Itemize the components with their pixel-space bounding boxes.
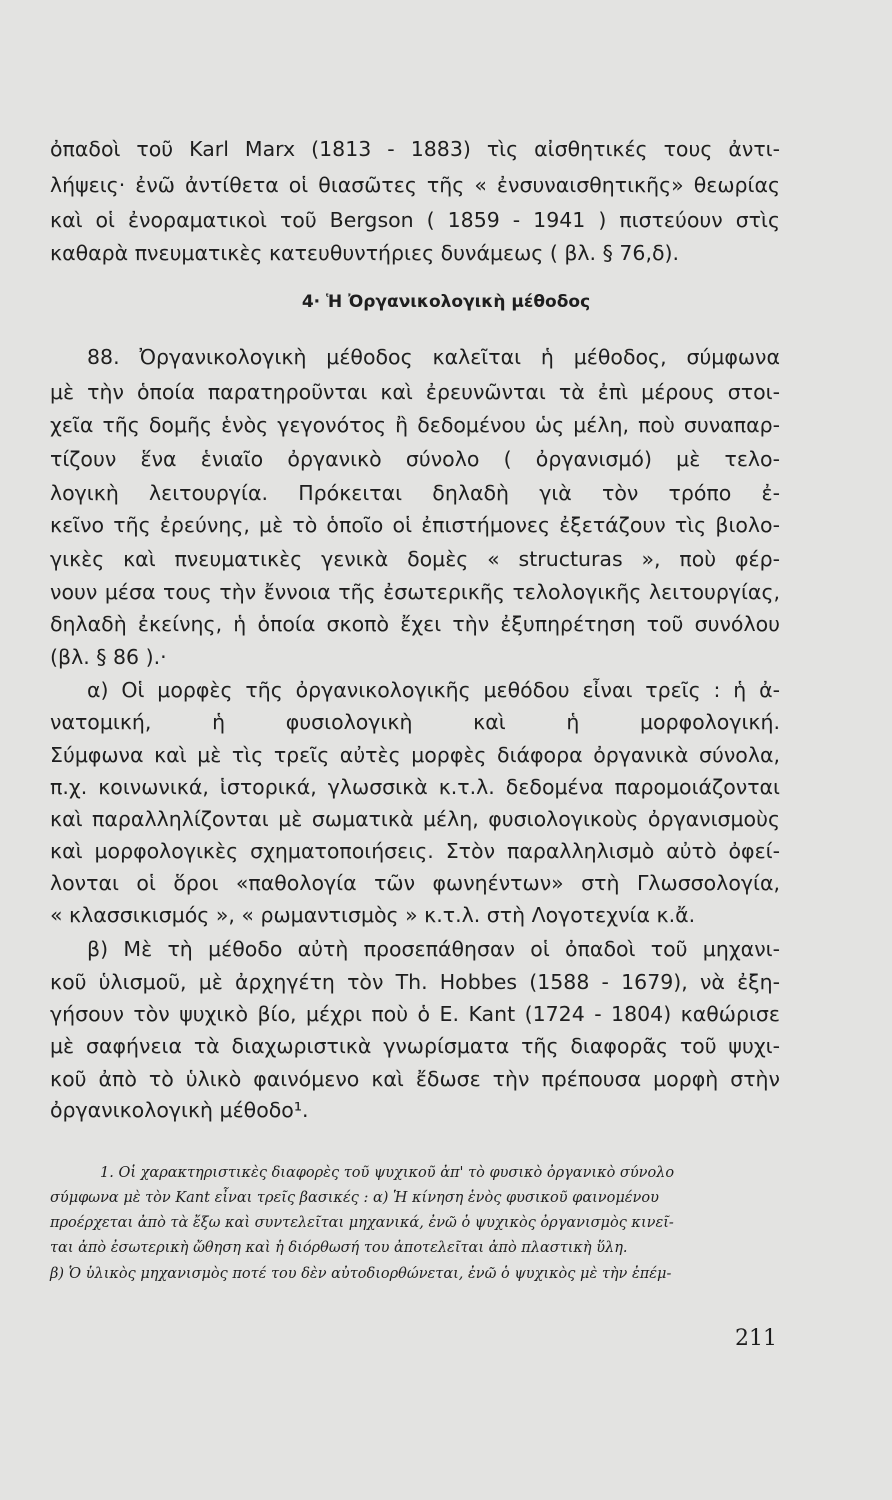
section-heading: 4· Ἡ Ὀργανικολογικὴ μέθοδος (301, 292, 591, 312)
text-line: γήσουν τὸν ψυχικὸ βίο, μέχρι ποὺ ὁ E. Kant (1724 - 1804) καθώρισε (50, 1002, 780, 1026)
text-line: νατομική, ἡ φυσιολογικὴ καὶ ἡ μορφολογική. (50, 710, 780, 734)
text-line: 88. Ὀργανικολογικὴ μέθοδος καλεῖται ἡ μέθοδος, σύμφωνα (87, 345, 780, 369)
footnote-line: σύμφωνα μὲ τὸν Kant εἶναι τρεῖς βασικές : α) Ἡ κίνηση ἑνὸς φυσικοῦ φαινομένου (50, 1190, 659, 1206)
text-line: τίζουν ἕνα ἑνιαῖο ὀργανικὸ σύνολο ( ὀργανισμό) μὲ τελο- (50, 447, 780, 471)
text-line: ὀπαδοὶ τοῦ Karl Marx (1813 - 1883) τὶς αἰσθητικές τους ἀντι- (50, 137, 780, 161)
text-line: κεῖνο τῆς ἐρεύνης, μὲ τὸ ὁποῖο οἱ ἐπιστήμονες ἐξετάζουν τὶς βιολο- (50, 513, 780, 537)
text-line: λήψεις· ἐνῶ ἀντίθετα οἱ θιασῶτες τῆς « ἐνσυναισθητικῆς» θεωρίας (50, 173, 780, 197)
text-line: Σύμφωνα καὶ μὲ τὶς τρεῖς αὐτὲς μορφὲς διάφορα ὀργανικὰ σύνολα, (50, 743, 780, 767)
text-line: μὲ σαφήνεια τὰ διαχωριστικὰ γνωρίσματα τῆς διαφορᾶς τοῦ ψυχι- (50, 1034, 780, 1058)
text-line: νουν μέσα τους τὴν ἔννοια τῆς ἐσωτερικῆς τελολογικῆς λειτουργίας, (50, 580, 780, 604)
page-number: 211 (735, 1326, 777, 1351)
text-line: καθαρὰ πνευματικὲς κατευθυντήριες δυνάμεως ( βλ. § 76,δ). (50, 241, 680, 265)
text-line: ὀργανικολογικὴ μέθοδο¹. (50, 1098, 309, 1122)
text-line: καὶ παραλληλίζονται μὲ σωματικὰ μέλη, φυσιολογικοὺς ὀργανισμοὺς (50, 807, 780, 831)
text-line: δηλαδὴ ἐκείνης, ἡ ὁποία σκοπὸ ἔχει τὴν ἐξυπηρέτηση τοῦ συνόλου (50, 612, 780, 636)
text-line: (βλ. § 86 ).· (50, 645, 167, 669)
text-line: κοῦ ὑλισμοῦ, μὲ ἀρχηγέτη τὸν Th. Hobbes (1588 - 1679), νὰ ἐξη- (50, 970, 780, 994)
footnote-line: β) Ὁ ὑλικὸς μηχανισμὸς ποτέ του δὲν αὐτοδιορθώνεται, ἐνῶ ὁ ψυχικὸς μὲ τὴν ἐπέμ- (50, 1266, 672, 1282)
text-line: λονται οἱ ὅροι «παθολογία τῶν φωνηέντων» στὴ Γλωσσολογία, (50, 871, 780, 895)
text-line: κοῦ ἀπὸ τὸ ὑλικὸ φαινόμενο καὶ ἔδωσε τὴν πρέπουσα μορφὴ στὴν (50, 1067, 780, 1091)
text-line: π.χ. κοινωνικά, ἱστορικά, γλωσσικὰ κ.τ.λ. δεδομένα παρομοιάζονται (50, 775, 780, 799)
text-line: γικὲς καὶ πνευματικὲς γενικὰ δομὲς « structuras », ποὺ φέρ- (50, 547, 780, 571)
footnote-line: ται ἀπὸ ἐσωτερικὴ ὤθηση καὶ ἡ διόρθωσή του ἀποτελεῖται ἀπὸ πλαστικὴ ὕλη. (50, 1240, 628, 1256)
text-line: καὶ οἱ ἐνοραματικοὶ τοῦ Bergson ( 1859 - 1941 ) πιστεύουν στὶς (50, 208, 780, 232)
text-line: β) Μὲ τὴ μέθοδο αὐτὴ προσεπάθησαν οἱ ὀπαδοὶ τοῦ μηχανι- (87, 937, 780, 961)
text-line: καὶ μορφολογικὲς σχηματοποιήσεις. Στὸν παραλληλισμὸ αὐτὸ ὀφεί- (50, 839, 780, 863)
text-line: χεῖα τῆς δομῆς ἑνὸς γεγονότος ἢ δεδομένου ὡς μέλη, ποὺ συναπαρ- (50, 413, 780, 437)
footnote-line: προέρχεται ἀπὸ τὰ ἔξω καὶ συντελεῖται μηχανικά, ἐνῶ ὁ ψυχικὸς ὀργανισμὸς κινεῖ- (50, 1215, 674, 1231)
text-line: α) Οἱ μορφὲς τῆς ὀργανικολογικῆς μεθόδου εἶναι τρεῖς : ἡ ἀ- (87, 678, 780, 702)
text-line: λογικὴ λειτουργία. Πρόκειται δηλαδὴ γιὰ τὸν τρόπο ἐ- (50, 481, 780, 505)
text-line: μὲ τὴν ὁποία παρατηροῦνται καὶ ἐρευνῶνται τὰ ἐπὶ μέρους στοι- (50, 380, 780, 404)
footnote-line: 1. Οἱ χαρακτηριστικὲς διαφορὲς τοῦ ψυχικοῦ ἀπ' τὸ φυσικὸ ὀργανικὸ σύνολο (100, 1165, 675, 1181)
text-line: « κλασσικισμός », « ρωμαντισμὸς » κ.τ.λ. στὴ Λογοτεχνία κ.ἄ. (50, 903, 696, 927)
